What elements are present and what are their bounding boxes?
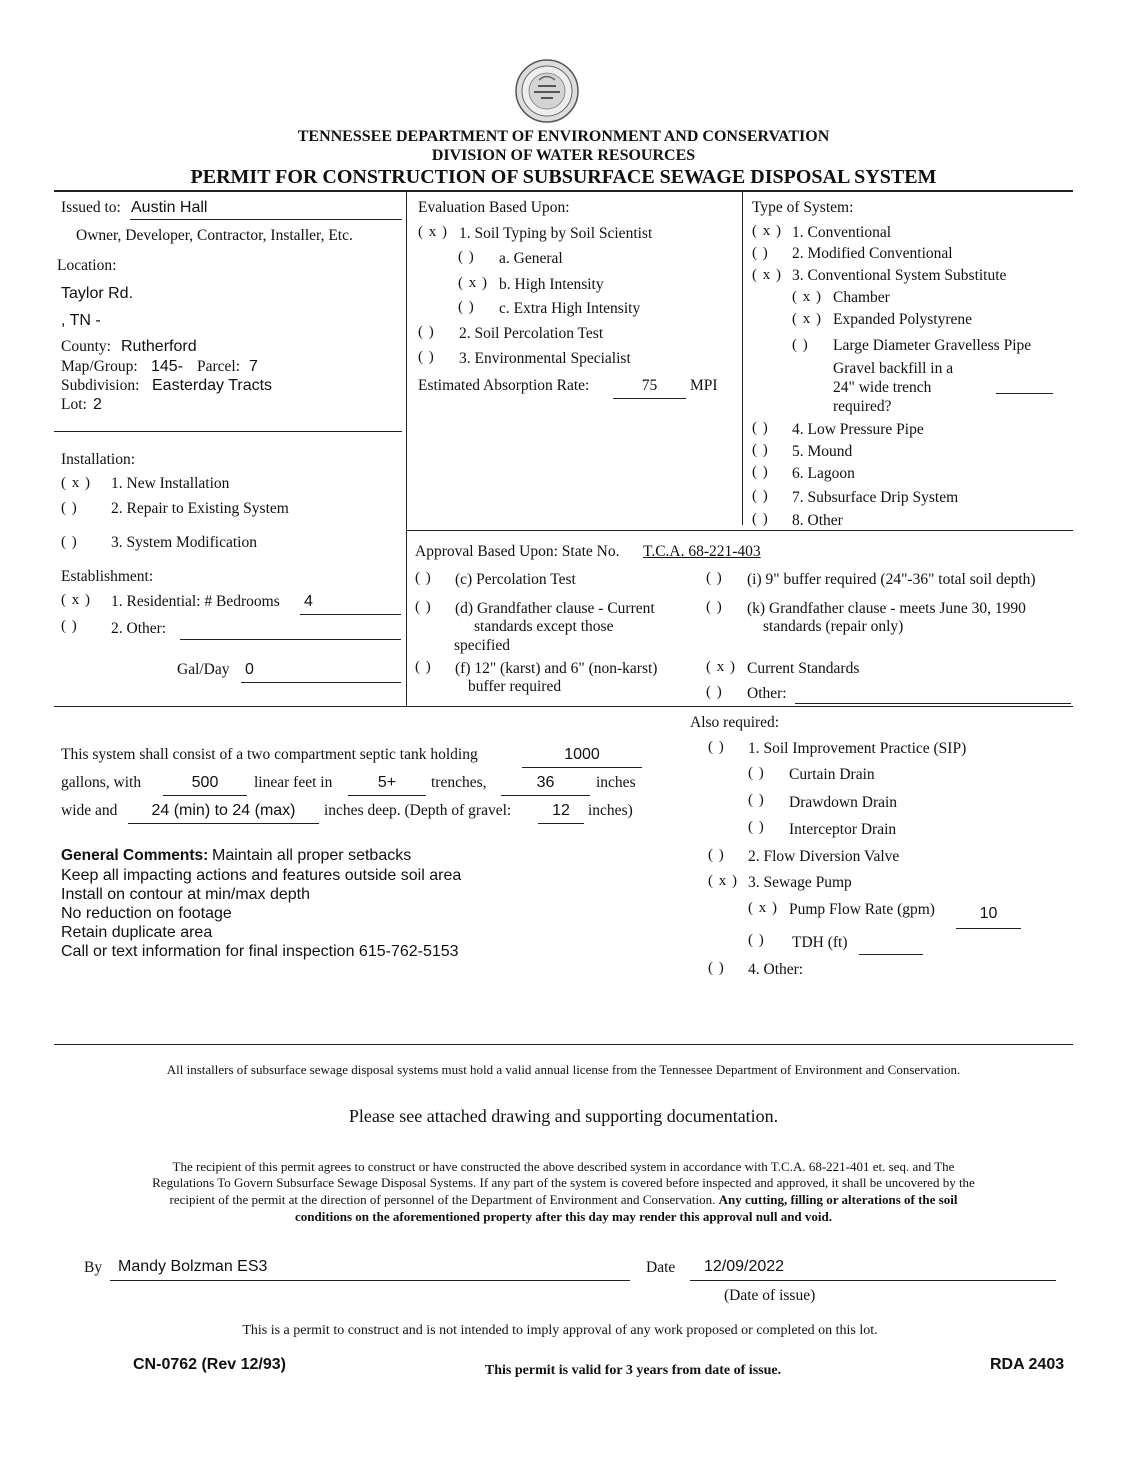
- comment-line-3: Install on contour at min/max depth: [61, 886, 311, 903]
- flow-diversion-label: 2. Flow Diversion Valve: [748, 848, 900, 865]
- gallons-with-label: gallons, with: [61, 774, 142, 791]
- approval-f-line1: (f) 12" (karst) and 6" (non-karst): [455, 660, 658, 677]
- county-label: County:: [61, 338, 111, 355]
- signed-by-value: Mandy Bolzman ES3: [118, 1258, 268, 1275]
- dept-heading: TENNESSEE DEPARTMENT OF ENVIRONMENT AND CONSERVATION: [297, 128, 830, 145]
- eval-extra-high-label: c. Extra High Intensity: [499, 300, 641, 317]
- establishment-label: Establishment:: [61, 568, 154, 585]
- eval-checkbox-soil-typing[interactable]: ( x ): [418, 224, 448, 240]
- width-inches-label: inches: [596, 774, 636, 791]
- approval-rule: [407, 530, 1073, 531]
- division-heading: DIVISION OF WATER RESOURCES: [431, 147, 696, 164]
- flow-diversion-checkbox[interactable]: ( ): [708, 847, 725, 863]
- divider-left: [406, 191, 407, 707]
- installation-repair-label: 2. Repair to Existing System: [111, 500, 289, 517]
- linear-feet-label: linear feet in: [254, 774, 333, 791]
- gravel-backfill-line3: required?: [833, 398, 892, 415]
- approval-checkbox-f[interactable]: ( ): [415, 659, 432, 675]
- installation-rule: [54, 431, 402, 432]
- linear-feet-line: [163, 795, 247, 796]
- installation-checkbox-new[interactable]: ( x ): [61, 475, 91, 491]
- approval-checkbox-other[interactable]: ( ): [706, 684, 723, 700]
- eval-env-specialist-label: 3. Environmental Specialist: [459, 350, 631, 367]
- bedrooms-line: [300, 614, 401, 615]
- license-notice: All installers of subsurface sewage disposal systems must hold a valid annual license from the Tennessee Department of Environment and Conservation.: [166, 1062, 961, 1077]
- eval-general-label: a. General: [499, 250, 563, 267]
- lot-label: Lot:: [61, 396, 87, 413]
- approval-checkbox-c[interactable]: ( ): [415, 570, 432, 586]
- wide-and-label: wide and: [61, 802, 118, 819]
- type-checkbox-mound[interactable]: ( ): [752, 442, 769, 458]
- residential-label: 1. Residential: # Bedrooms: [111, 593, 280, 610]
- approval-d-line1: (d) Grandfather clause - Current: [455, 600, 655, 617]
- galday-line: [241, 682, 401, 683]
- absorption-rate-unit: MPI: [690, 377, 718, 394]
- date-value: 12/09/2022: [704, 1258, 785, 1275]
- tdh-checkbox[interactable]: ( ): [748, 932, 765, 948]
- type-modified-label: 2. Modified Conventional: [792, 245, 953, 262]
- section-rule: [54, 706, 1073, 707]
- type-checkbox-substitute[interactable]: ( x ): [752, 267, 782, 283]
- sewage-pump-label: 3. Sewage Pump: [748, 874, 852, 891]
- pump-flow-rate-label: Pump Flow Rate (gpm): [789, 901, 935, 918]
- approval-k-line2: standards (repair only): [763, 618, 904, 635]
- eval-high-intensity-label: b. High Intensity: [499, 276, 604, 293]
- approval-checkbox-i[interactable]: ( ): [706, 570, 723, 586]
- type-of-system-label: Type of System:: [752, 199, 854, 216]
- approval-checkbox-current[interactable]: ( x ): [706, 659, 736, 675]
- disclaimer: This is a permit to construct and is not intended to imply approval of any work proposed or completed on this lot.: [242, 1323, 878, 1338]
- trench-depth-value: 24 (min) to 24 (max): [151, 802, 296, 819]
- type-gravelless-pipe-label: Large Diameter Gravelless Pipe: [833, 337, 1032, 354]
- issued-to-label: Issued to:: [61, 199, 121, 216]
- approval-checkbox-d[interactable]: ( ): [415, 599, 432, 615]
- gravel-inches-label: inches): [588, 802, 633, 819]
- depth-label: inches deep. (Depth of gravel:: [324, 802, 512, 819]
- footer-rule: [54, 1044, 1073, 1045]
- state-seal-logo: [514, 58, 580, 124]
- gravel-depth-value: 12: [552, 802, 570, 819]
- type-eps-label: Expanded Polystyrene: [833, 311, 973, 328]
- tdh-label: TDH (ft): [792, 934, 848, 951]
- form-number: CN-0762 (Rev 12/93): [133, 1356, 286, 1373]
- comments-label: General Comments:: [61, 847, 209, 864]
- also-other-checkbox[interactable]: ( ): [708, 960, 725, 976]
- location-street: Taylor Rd.: [61, 285, 134, 302]
- tdh-line: [859, 954, 923, 955]
- type-other-label: 8. Other: [792, 512, 843, 529]
- comment-line-4: No reduction on footage: [61, 905, 232, 922]
- type-checkbox-eps[interactable]: ( x ): [792, 311, 822, 327]
- also-required-label: Also required:: [690, 714, 780, 731]
- trenches-label: trenches,: [431, 774, 487, 791]
- date-label: Date: [646, 1259, 676, 1276]
- trenches-line: [348, 795, 426, 796]
- sip-checkbox[interactable]: ( ): [708, 739, 725, 755]
- type-checkbox-gravelless-pipe[interactable]: ( ): [792, 337, 809, 353]
- comment-line-1: Maintain all proper setbacks: [212, 847, 412, 864]
- approval-checkbox-k[interactable]: ( ): [706, 599, 723, 615]
- linear-feet-value: 500: [191, 774, 219, 791]
- subdivision-value: Easterday Tracts: [152, 377, 273, 394]
- owner-caption: Owner, Developer, Contractor, Installer, Etc.: [76, 227, 353, 244]
- type-drip-label: 7. Subsurface Drip System: [792, 489, 959, 506]
- terms-line-2: Regulations To Govern Subsurface Sewage Disposal Systems. If any part of the system is covered before inspected and approved, it shall be uncovered by the: [152, 1175, 975, 1190]
- divider-right: [742, 191, 743, 525]
- tank-gallons-line: [522, 767, 642, 768]
- bedrooms-value: 4: [304, 593, 313, 610]
- date-caption: (Date of issue): [724, 1287, 816, 1304]
- pump-flow-rate-line: [956, 928, 1021, 929]
- issued-to-value: Austin Hall: [131, 199, 208, 216]
- signature-line: [110, 1280, 630, 1281]
- type-checkbox-chamber[interactable]: ( x ): [792, 289, 822, 305]
- approval-k-line1: (k) Grandfather clause - meets June 30, 1990: [747, 600, 1026, 617]
- type-conventional-label: 1. Conventional: [792, 224, 892, 241]
- curtain-drain-label: Curtain Drain: [789, 766, 875, 783]
- type-mound-label: 5. Mound: [792, 443, 853, 460]
- type-lagoon-label: 6. Lagoon: [792, 465, 855, 482]
- terms-line-4: conditions on the aforementioned property after this day may render this approval null and void.: [294, 1209, 833, 1224]
- approval-tca: T.C.A. 68-221-403: [643, 543, 761, 560]
- approval-other-label: Other:: [747, 685, 787, 702]
- absorption-rate-value: 75: [641, 377, 658, 394]
- pump-flow-rate-checkbox[interactable]: ( x ): [748, 900, 778, 916]
- establishment-other-line: [180, 639, 401, 640]
- type-checkbox-lagoon[interactable]: ( ): [752, 464, 769, 480]
- terms-line-3-bold: Any cutting, filling or alterations of the soil: [718, 1192, 958, 1207]
- establishment-other-checkbox[interactable]: ( ): [61, 618, 78, 634]
- eval-checkbox-env-specialist[interactable]: ( ): [418, 349, 435, 365]
- type-checkbox-modified[interactable]: ( ): [752, 245, 769, 261]
- type-low-pressure-label: 4. Low Pressure Pipe: [792, 421, 924, 438]
- gravel-depth-line: [538, 823, 584, 824]
- type-checkbox-conventional[interactable]: ( x ): [752, 223, 782, 239]
- installation-modification-label: 3. System Modification: [111, 534, 257, 551]
- gravel-backfill-line2: 24" wide trench: [833, 379, 932, 396]
- type-chamber-label: Chamber: [833, 289, 890, 306]
- eval-checkbox-high-intensity[interactable]: ( x ): [458, 275, 488, 291]
- drawdown-drain-label: Drawdown Drain: [789, 794, 898, 811]
- trench-depth-line: [128, 823, 319, 824]
- evaluation-label: Evaluation Based Upon:: [418, 199, 570, 216]
- trenches-value: 5+: [377, 774, 397, 791]
- system-line1: This system shall consist of a two compartment septic tank holding: [61, 746, 478, 763]
- also-other-label: 4. Other:: [748, 961, 804, 978]
- county-value: Rutherford: [121, 338, 197, 355]
- comment-line-5: Retain duplicate area: [61, 924, 213, 941]
- establishment-other-label: 2. Other:: [111, 620, 167, 637]
- approval-d-line3: specified: [454, 637, 510, 654]
- eval-soil-typing-label: 1. Soil Typing by Soil Scientist: [459, 225, 653, 242]
- type-checkbox-drip[interactable]: ( ): [752, 488, 769, 504]
- eval-checkbox-general[interactable]: ( ): [458, 249, 475, 265]
- eval-checkbox-extra-high[interactable]: ( ): [458, 299, 475, 315]
- installation-new-label: 1. New Installation: [111, 475, 230, 492]
- pump-flow-rate-value: 10: [979, 905, 998, 922]
- lot-value: 2: [93, 396, 102, 413]
- interceptor-drain-label: Interceptor Drain: [789, 821, 897, 838]
- comment-line-2: Keep all impacting actions and features outside soil area: [61, 867, 462, 884]
- approval-f-line2: buffer required: [468, 678, 562, 695]
- date-line: [690, 1280, 1056, 1281]
- gravel-backfill-answer-line: [996, 393, 1053, 394]
- location-city-state: , TN -: [61, 312, 101, 329]
- curtain-drain-checkbox[interactable]: ( ): [748, 765, 765, 781]
- installation-label: Installation:: [61, 451, 136, 468]
- page-title: PERMIT FOR CONSTRUCTION OF SUBSURFACE SEWAGE DISPOSAL SYSTEM: [190, 166, 937, 188]
- mapgroup-label: Map/Group:: [61, 358, 138, 375]
- mapgroup-value: 145-: [151, 358, 184, 375]
- absorption-rate-label: Estimated Absorption Rate:: [418, 377, 590, 394]
- by-label: By: [84, 1259, 103, 1276]
- comment-line-6: Call or text information for final inspection 615-762-5153: [61, 943, 459, 960]
- gravel-backfill-line1: Gravel backfill in a: [833, 360, 954, 377]
- subdivision-label: Subdivision:: [61, 377, 140, 394]
- interceptor-drain-checkbox[interactable]: ( ): [748, 819, 765, 835]
- installation-checkbox-repair[interactable]: ( ): [61, 500, 78, 516]
- trench-width-line: [501, 795, 590, 796]
- terms-line-3-text: recipient of the permit at the direction of personnel of the Department of Environment and Conservation.: [169, 1192, 716, 1207]
- absorption-rate-line: [613, 398, 686, 399]
- trench-width-value: 36: [536, 774, 555, 791]
- terms-line-3: [0, 1192, 1127, 1208]
- galday-value: 0: [245, 661, 254, 678]
- residential-checkbox[interactable]: ( x ): [61, 592, 91, 608]
- approval-label: Approval Based Upon: State No.: [415, 543, 620, 560]
- eval-checkbox-percolation[interactable]: ( ): [418, 324, 435, 340]
- rda-number: RDA 2403: [990, 1356, 1065, 1373]
- drawdown-drain-checkbox[interactable]: ( ): [748, 792, 765, 808]
- issued-to-line: [130, 219, 402, 220]
- sewage-pump-checkbox[interactable]: ( x ): [708, 873, 738, 889]
- header-rule: [54, 190, 1073, 192]
- parcel-value: 7: [249, 358, 258, 375]
- location-label: Location:: [57, 257, 117, 274]
- eval-percolation-label: 2. Soil Percolation Test: [459, 325, 604, 342]
- approval-other-line: [795, 703, 1071, 704]
- tank-gallons-value: 1000: [564, 746, 600, 763]
- type-checkbox-low-pressure[interactable]: ( ): [752, 420, 769, 436]
- installation-checkbox-modification[interactable]: ( ): [61, 534, 78, 550]
- terms-line-1: The recipient of this permit agrees to construct or have constructed the above described system in accordance with T.C.A. 68-221-401 et. seq. and The: [172, 1159, 955, 1174]
- see-attached-notice: Please see attached drawing and supporting documentation.: [348, 1106, 779, 1126]
- sip-label: 1. Soil Improvement Practice (SIP): [748, 740, 967, 757]
- type-checkbox-other[interactable]: ( ): [752, 511, 769, 527]
- validity-notice: This permit is valid for 3 years from date of issue.: [484, 1363, 782, 1378]
- approval-d-line2: standards except those: [474, 618, 614, 635]
- galday-label: Gal/Day: [177, 661, 230, 678]
- approval-current-label: Current Standards: [747, 660, 860, 677]
- approval-c-label: (c) Percolation Test: [455, 571, 576, 588]
- approval-i-label: (i) 9" buffer required (24"-36" total soil depth): [747, 571, 1036, 588]
- type-substitute-label: 3. Conventional System Substitute: [792, 267, 1007, 284]
- parcel-label: Parcel:: [197, 358, 241, 375]
